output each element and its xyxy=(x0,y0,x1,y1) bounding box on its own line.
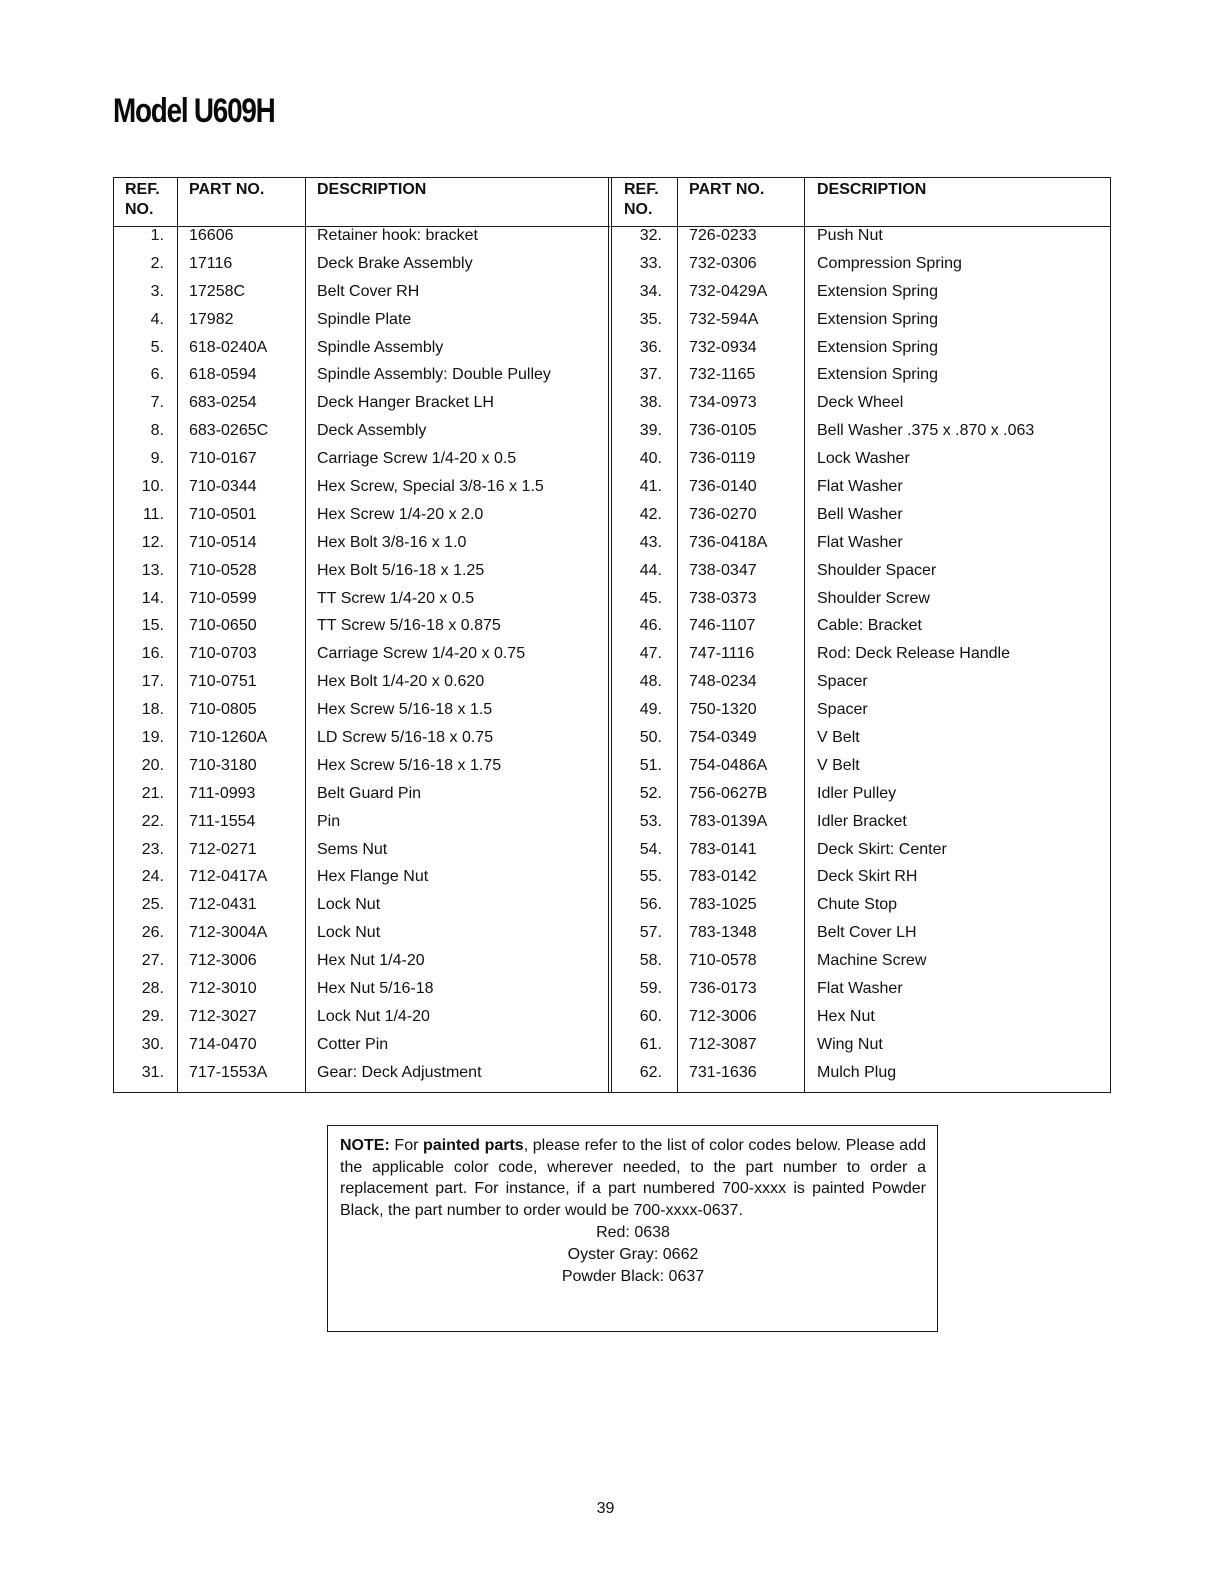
ref-no-cell: 44. xyxy=(639,561,662,579)
table-body xyxy=(612,227,1110,1092)
parts-table-right xyxy=(612,178,1110,1092)
description-cell: V Belt xyxy=(817,729,860,747)
table-row xyxy=(114,562,610,590)
part-no-cell: 17982 xyxy=(189,310,234,328)
table-row xyxy=(114,534,610,562)
description-cell: Hex Nut 1/4-20 xyxy=(317,952,425,970)
part-no-cell: 712-3006 xyxy=(689,1007,757,1025)
description-cell: Hex Flange Nut xyxy=(317,868,429,886)
ref-no-cell: 50. xyxy=(639,729,662,747)
ref-no-cell: 17. xyxy=(141,673,164,691)
ref-no-cell: 18. xyxy=(141,701,164,719)
part-no-cell: 736-0140 xyxy=(689,478,757,496)
part-no-cell: 732-0934 xyxy=(689,338,757,356)
part-no-cell: 731-1636 xyxy=(689,1063,757,1081)
table-row xyxy=(114,841,610,869)
ref-no-cell: 21. xyxy=(141,784,164,802)
description-cell: Extension Spring xyxy=(817,338,938,356)
table-row xyxy=(612,450,1110,478)
description-cell: Compression Spring xyxy=(817,254,962,272)
note-box xyxy=(327,1125,938,1332)
description-cell: Deck Wheel xyxy=(817,394,904,412)
ref-no-cell: 46. xyxy=(639,617,662,635)
description-cell: Idler Pulley xyxy=(817,784,897,802)
ref-no-cell: 22. xyxy=(141,812,164,830)
table-row xyxy=(114,478,610,506)
part-no-cell: 736-0418A xyxy=(689,533,768,551)
table-row xyxy=(114,1064,610,1092)
ref-no-cell: 16. xyxy=(141,645,164,663)
description-cell: Spacer xyxy=(817,701,868,719)
part-no-cell: 710-0501 xyxy=(189,505,257,523)
ref-no-cell: 54. xyxy=(639,840,662,858)
ref-no-cell: 58. xyxy=(639,952,662,970)
table-row xyxy=(612,422,1110,450)
ref-no-cell: 31. xyxy=(141,1063,164,1081)
ref-no-cell: 57. xyxy=(639,924,662,942)
description-cell: Bell Washer xyxy=(817,505,903,523)
ref-no-cell: 14. xyxy=(141,589,164,607)
ref-no-cell: 12. xyxy=(141,533,164,551)
part-no-cell: 746-1107 xyxy=(689,617,756,635)
description-cell: Deck Skirt RH xyxy=(817,868,918,886)
description-cell: Hex Screw 5/16-18 x 1.5 xyxy=(317,701,493,719)
table-row xyxy=(114,729,610,757)
description-cell: Gear: Deck Adjustment xyxy=(317,1063,482,1081)
ref-no-cell: 37. xyxy=(639,366,662,384)
ref-no-cell: 60. xyxy=(639,1007,662,1025)
description-cell: Carriage Screw 1/4-20 x 0.75 xyxy=(317,645,526,663)
description-cell: Hex Screw 5/16-18 x 1.75 xyxy=(317,756,502,774)
table-row xyxy=(612,283,1110,311)
ref-no-cell: 27. xyxy=(141,952,164,970)
table-row xyxy=(114,896,610,924)
ref-no-cell: 24. xyxy=(141,868,164,886)
part-no-cell: 712-0431 xyxy=(189,896,257,914)
description-cell: V Belt xyxy=(817,756,860,774)
table-row xyxy=(612,617,1110,645)
table-row xyxy=(114,980,610,1008)
ref-no-cell: 42. xyxy=(639,505,662,523)
header-part-no: PART NO. xyxy=(189,181,265,198)
description-cell: Lock Nut xyxy=(317,896,381,914)
part-no-cell: 710-0528 xyxy=(189,561,257,579)
description-cell: Deck Assembly xyxy=(317,422,427,440)
note-text-part: , please refer to the list of color codes below. Please add the applicable color code, wherever needed, to the part number to order a replacement part. For instance, if a part numbered 700-xxxx is painted Powder Black, the part number to order would be 700-xxxx-0637. xyxy=(340,1137,926,1219)
description-cell: Hex Nut 5/16-18 xyxy=(317,980,434,998)
table-row xyxy=(612,645,1110,673)
table-row xyxy=(612,980,1110,1008)
table-row xyxy=(612,1036,1110,1064)
ref-no-cell: 36. xyxy=(639,338,662,356)
description-cell: Spacer xyxy=(817,673,868,691)
ref-no-cell: 35. xyxy=(639,310,662,328)
ref-no-cell: 43. xyxy=(639,533,662,551)
header-ref-no: REF. NO. xyxy=(624,181,659,218)
part-no-cell: 717-1553A xyxy=(189,1063,268,1081)
description-cell: Flat Washer xyxy=(817,533,903,551)
part-no-cell: 710-0344 xyxy=(189,478,257,496)
parts-table xyxy=(113,177,1111,1093)
part-no-cell: 736-0270 xyxy=(689,505,757,523)
ref-no-cell: 51. xyxy=(639,756,662,774)
table-row xyxy=(114,394,610,422)
color-code-list xyxy=(340,1222,926,1287)
ref-no-cell: 4. xyxy=(150,310,164,328)
part-no-cell: 710-0751 xyxy=(189,673,257,691)
description-cell: Extension Spring xyxy=(817,366,938,384)
table-row xyxy=(612,506,1110,534)
table-row xyxy=(114,450,610,478)
ref-no-cell: 52. xyxy=(639,784,662,802)
part-no-cell: 732-594A xyxy=(689,310,759,328)
table-row xyxy=(114,227,610,255)
part-no-cell: 683-0254 xyxy=(189,394,257,412)
description-cell: Hex Bolt 1/4-20 x 0.620 xyxy=(317,673,485,691)
description-cell: Cotter Pin xyxy=(317,1035,389,1053)
ref-no-cell: 7. xyxy=(150,394,164,412)
table-row xyxy=(114,366,610,394)
color-code-red: Red: 0638 xyxy=(596,1224,670,1242)
description-cell: Hex Nut xyxy=(817,1007,875,1025)
page-title: Model U609H xyxy=(113,92,275,130)
table-row xyxy=(114,924,610,952)
part-no-cell: 712-3004A xyxy=(189,924,268,942)
ref-no-cell: 2. xyxy=(150,254,164,272)
header-description: DESCRIPTION xyxy=(817,181,927,198)
ref-no-cell: 25. xyxy=(141,896,164,914)
part-no-cell: 756-0627B xyxy=(689,784,768,802)
ref-no-cell: 1. xyxy=(150,227,164,244)
ref-no-cell: 15. xyxy=(141,617,164,635)
ref-no-cell: 39. xyxy=(639,422,662,440)
part-no-cell: 712-3010 xyxy=(189,980,257,998)
table-row xyxy=(612,701,1110,729)
part-no-cell: 783-0142 xyxy=(689,868,757,886)
table-row xyxy=(612,366,1110,394)
header-ref-no: REF. NO. xyxy=(125,181,160,218)
description-cell: Belt Cover RH xyxy=(317,282,420,300)
ref-no-cell: 53. xyxy=(639,812,662,830)
part-no-cell: 712-3027 xyxy=(189,1007,257,1025)
part-no-cell: 738-0347 xyxy=(689,561,757,579)
part-no-cell: 16606 xyxy=(189,227,234,244)
part-no-cell: 747-1116 xyxy=(689,645,755,663)
description-cell: Pin xyxy=(317,812,341,830)
ref-no-cell: 30. xyxy=(141,1035,164,1053)
part-no-cell: 17258C xyxy=(189,282,246,300)
table-row xyxy=(612,673,1110,701)
part-no-cell: 736-0173 xyxy=(689,980,757,998)
ref-no-cell: 47. xyxy=(639,645,662,663)
description-cell: Hex Screw 1/4-20 x 2.0 xyxy=(317,505,484,523)
part-no-cell: 732-1165 xyxy=(689,366,756,384)
description-cell: Hex Bolt 5/16-18 x 1.25 xyxy=(317,561,485,579)
table-row xyxy=(114,311,610,339)
description-cell: Bell Washer .375 x .870 x .063 xyxy=(817,422,1035,440)
table-header xyxy=(612,178,1110,227)
part-no-cell: 726-0233 xyxy=(689,227,757,244)
description-cell: TT Screw 1/4-20 x 0.5 xyxy=(317,589,475,607)
description-cell: Lock Washer xyxy=(817,450,910,468)
part-no-cell: 754-0349 xyxy=(689,729,757,747)
description-cell: Shoulder Screw xyxy=(817,589,930,607)
ref-no-cell: 6. xyxy=(150,366,164,384)
ref-no-cell: 41. xyxy=(639,478,662,496)
description-cell: Mulch Plug xyxy=(817,1063,897,1081)
ref-no-cell: 10. xyxy=(141,478,164,496)
table-row xyxy=(612,339,1110,367)
color-code-oyster-gray: Oyster Gray: 0662 xyxy=(567,1245,699,1263)
table-row xyxy=(114,617,610,645)
note-text xyxy=(340,1135,926,1221)
description-cell: Shoulder Spacer xyxy=(817,561,937,579)
ref-no-cell: 61. xyxy=(639,1035,662,1053)
description-cell: Deck Skirt: Center xyxy=(817,840,947,858)
description-cell: Hex Screw, Special 3/8-16 x 1.5 xyxy=(317,478,544,496)
description-cell: LD Screw 5/16-18 x 0.75 xyxy=(317,729,494,747)
table-row xyxy=(612,227,1110,255)
description-cell: Belt Guard Pin xyxy=(317,784,422,802)
description-cell: Lock Nut 1/4-20 xyxy=(317,1007,430,1025)
description-cell: Belt Cover LH xyxy=(817,924,917,942)
part-no-cell: 712-3006 xyxy=(189,952,257,970)
description-cell: Spindle Plate xyxy=(317,310,412,328)
color-code-powder-black: Powder Black: 0637 xyxy=(561,1267,705,1285)
note-bold-phrase: painted parts xyxy=(423,1137,524,1154)
table-row xyxy=(612,1008,1110,1036)
part-no-cell: 710-0703 xyxy=(189,645,257,663)
description-cell: Idler Bracket xyxy=(817,812,907,830)
description-cell: Rod: Deck Release Handle xyxy=(817,645,1010,663)
table-row xyxy=(612,757,1110,785)
table-row xyxy=(612,311,1110,339)
description-cell: Extension Spring xyxy=(817,282,938,300)
ref-no-cell: 34. xyxy=(639,282,662,300)
table-row xyxy=(114,283,610,311)
note-label: NOTE: xyxy=(340,1137,390,1154)
description-cell: Spindle Assembly xyxy=(317,338,444,356)
table-row xyxy=(114,673,610,701)
ref-no-cell: 59. xyxy=(639,980,662,998)
ref-no-cell: 56. xyxy=(639,896,662,914)
table-row xyxy=(612,868,1110,896)
table-row xyxy=(612,1064,1110,1092)
part-no-cell: 710-0514 xyxy=(189,533,257,551)
table-row xyxy=(114,339,610,367)
part-no-cell: 711-1554 xyxy=(189,812,256,830)
part-no-cell: 711-0993 xyxy=(189,784,256,802)
part-no-cell: 710-3180 xyxy=(189,756,257,774)
table-row xyxy=(114,1008,610,1036)
ref-no-cell: 26. xyxy=(141,924,164,942)
description-cell: Sems Nut xyxy=(317,840,388,858)
ref-no-cell: 20. xyxy=(141,756,164,774)
ref-no-cell: 11. xyxy=(142,505,164,523)
header-description: DESCRIPTION xyxy=(317,181,427,198)
part-no-cell: 712-0417A xyxy=(189,868,268,886)
description-cell: Deck Brake Assembly xyxy=(317,254,473,272)
table-row xyxy=(612,785,1110,813)
table-row xyxy=(114,645,610,673)
ref-no-cell: 62. xyxy=(639,1063,662,1081)
ref-no-cell: 5. xyxy=(150,338,164,356)
ref-no-cell: 55. xyxy=(639,868,662,886)
table-row xyxy=(114,506,610,534)
part-no-cell: 748-0234 xyxy=(689,673,757,691)
description-cell: Flat Washer xyxy=(817,980,903,998)
page-number: 39 xyxy=(596,1500,615,1517)
description-cell: Machine Screw xyxy=(817,952,927,970)
part-no-cell: 710-0805 xyxy=(189,701,257,719)
note-text-part: For xyxy=(389,1137,424,1154)
ref-no-cell: 23. xyxy=(141,840,164,858)
table-row xyxy=(114,422,610,450)
part-no-cell: 738-0373 xyxy=(689,589,757,607)
ref-no-cell: 40. xyxy=(639,450,662,468)
ref-no-cell: 9. xyxy=(150,450,164,468)
description-cell: Cable: Bracket xyxy=(817,617,922,635)
header-part-no: PART NO. xyxy=(689,181,765,198)
part-no-cell: 736-0119 xyxy=(689,450,756,468)
ref-no-cell: 45. xyxy=(639,589,662,607)
ref-no-cell: 38. xyxy=(639,394,662,412)
description-cell: TT Screw 5/16-18 x 0.875 xyxy=(317,617,501,635)
table-row xyxy=(114,868,610,896)
table-row xyxy=(612,255,1110,283)
part-no-cell: 714-0470 xyxy=(189,1035,257,1053)
part-no-cell: 712-0271 xyxy=(189,840,257,858)
part-no-cell: 734-0973 xyxy=(689,394,757,412)
table-row xyxy=(114,590,610,618)
table-row xyxy=(612,896,1110,924)
part-no-cell: 736-0105 xyxy=(689,422,757,440)
part-no-cell: 750-1320 xyxy=(689,701,757,719)
table-row xyxy=(612,952,1110,980)
table-row xyxy=(114,785,610,813)
part-no-cell: 710-0599 xyxy=(189,589,257,607)
table-row xyxy=(114,757,610,785)
description-cell: Carriage Screw 1/4-20 x 0.5 xyxy=(317,450,517,468)
part-no-cell: 732-0306 xyxy=(689,254,757,272)
table-row xyxy=(612,729,1110,757)
ref-no-cell: 28. xyxy=(141,980,164,998)
table-row xyxy=(114,813,610,841)
description-cell: Chute Stop xyxy=(817,896,898,914)
part-no-cell: 712-3087 xyxy=(689,1035,757,1053)
description-cell: Retainer hook: bracket xyxy=(317,227,478,244)
description-cell: Deck Hanger Bracket LH xyxy=(317,394,494,412)
part-no-cell: 783-1348 xyxy=(689,924,757,942)
part-no-cell: 618-0240A xyxy=(189,338,268,356)
table-row xyxy=(612,478,1110,506)
table-row xyxy=(114,952,610,980)
description-cell: Wing Nut xyxy=(817,1035,883,1053)
table-header xyxy=(114,178,610,227)
part-no-cell: 17116 xyxy=(189,254,233,272)
description-cell: Flat Washer xyxy=(817,478,903,496)
ref-no-cell: 8. xyxy=(150,422,164,440)
ref-no-cell: 19. xyxy=(141,729,164,747)
part-no-cell: 710-0650 xyxy=(189,617,257,635)
part-no-cell: 783-1025 xyxy=(689,896,757,914)
part-no-cell: 683-0265C xyxy=(189,422,269,440)
table-row xyxy=(612,394,1110,422)
ref-no-cell: 3. xyxy=(150,282,164,300)
description-cell: Extension Spring xyxy=(817,310,938,328)
table-row xyxy=(114,701,610,729)
description-cell: Push Nut xyxy=(817,227,883,244)
part-no-cell: 618-0594 xyxy=(189,366,257,384)
part-no-cell: 710-1260A xyxy=(189,729,268,747)
description-cell: Lock Nut xyxy=(317,924,381,942)
table-row xyxy=(612,924,1110,952)
part-no-cell: 783-0141 xyxy=(689,840,757,858)
description-cell: Hex Bolt 3/8-16 x 1.0 xyxy=(317,533,467,551)
ref-no-cell: 33. xyxy=(639,254,662,272)
table-row xyxy=(114,1036,610,1064)
part-no-cell: 710-0167 xyxy=(189,450,257,468)
part-no-cell: 783-0139A xyxy=(689,812,768,830)
ref-no-cell: 32. xyxy=(639,227,662,244)
part-no-cell: 710-0578 xyxy=(689,952,757,970)
ref-no-cell: 29. xyxy=(141,1007,164,1025)
table-row xyxy=(612,841,1110,869)
ref-no-cell: 48. xyxy=(639,673,662,691)
description-cell: Spindle Assembly: Double Pulley xyxy=(317,366,551,384)
ref-no-cell: 49. xyxy=(639,701,662,719)
table-row xyxy=(612,562,1110,590)
part-no-cell: 754-0486A xyxy=(689,756,768,774)
ref-no-cell: 13. xyxy=(141,561,164,579)
table-row xyxy=(612,534,1110,562)
part-no-cell: 732-0429A xyxy=(689,282,768,300)
table-row xyxy=(612,590,1110,618)
table-row xyxy=(114,255,610,283)
table-body xyxy=(114,227,610,1092)
parts-table-left xyxy=(114,178,610,1092)
table-row xyxy=(612,813,1110,841)
